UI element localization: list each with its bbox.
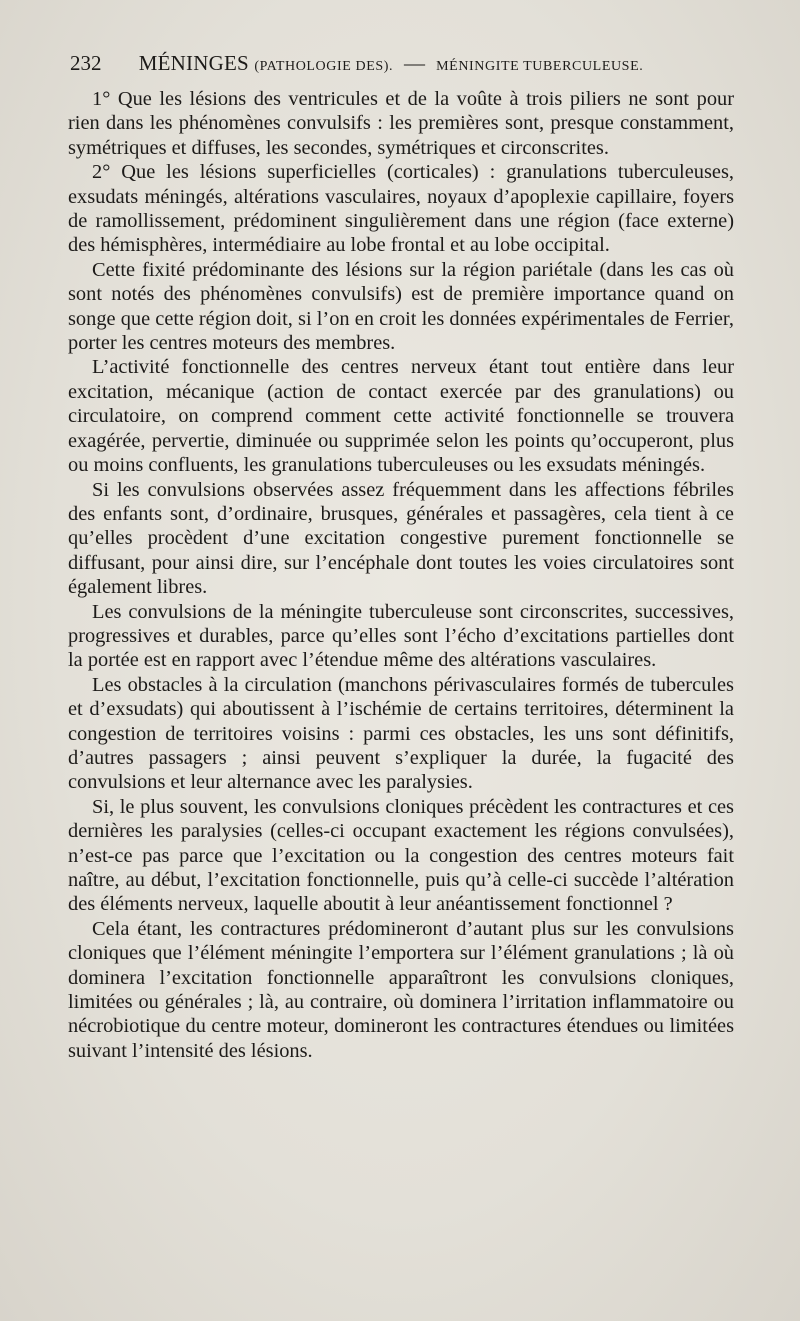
body-text <box>68 87 734 1063</box>
running-title-main: MÉNINGES <box>138 51 249 75</box>
paragraph: 1° Que les lésions des ventricules et de la voûte à trois piliers ne sont pour rien dans les phénomènes convulsifs : les premières sont, presque constamment, symétriques et diffuses, les secondes, symétriques et circonscrites. <box>68 88 734 159</box>
paragraph: 2° Que les lésions superficielles (corticales) : granulations tuberculeuses, exsudats méningés, altérations vasculaires, noyaux d’apoplexie capillaire, foyers de ramollissement, prédominent singulièrement dans une région (face externe) des hémisphères, intermédiaire au lobe frontal et au lobe occipital. <box>68 161 734 257</box>
running-title <box>139 50 644 80</box>
running-title-paren: (PATHOLOGIE DES). <box>254 59 394 74</box>
paragraph: Les convulsions de la méningite tuberculeuse sont circonscrites, successives, progressives et durables, parce qu’elles sont l’écho d’excitations partielles dont la portée est en rapport avec l’étendue même des altérations vasculaires. <box>68 600 734 672</box>
page-number: 232 <box>70 51 102 75</box>
paragraph: Cette fixité prédominante des lésions sur la région pariétale (dans les cas où sont notés des phénomènes convulsifs) est de première importance quand on songe que cette région doit, si l’on en croit les données expérimentales de Ferrier, porter les centres moteurs des membres. <box>68 258 734 355</box>
paragraph: L’activité fonctionnelle des centres nerveux étant tout entière dans leur excitation, mécanique (action de contact exercée par des granulations) ou circulatoire, on comprend comment cette activité fonctionnelle se trouvera exagérée, pervertie, diminuée ou supprimée selon les points qu’occuperont, plus ou moins confluents, les granulations tuberculeuses ou les exsudats méningés. <box>68 356 734 477</box>
running-header <box>70 50 740 80</box>
running-title-sub: MÉNINGITE TUBERCULEUSE. <box>436 59 644 74</box>
paragraph: Si, le plus souvent, les convulsions cloniques précèdent les contractures et ces dernières les paralysies (celles-ci occupant exactement les régions convulsées), n’est-ce pas parce que l’excitation ou la congestion des centres moteurs fait naître, au début, l’excitation fonctionnelle, puis qu’à celle-ci succède l’altération des éléments nerveux, laquelle aboutit à leur anéantissement fonctionnel ? <box>68 795 734 916</box>
paragraph: Cela étant, les contractures prédomineront d’autant plus sur les convulsions cloniques que l’élément méningite l’emportera sur l’élément granulations ; là où dominera l’excitation fonctionnelle apparaîtront les convulsions cloniques, limitées ou générales ; là, au contraire, où dominera l’irritation inflammatoire ou nécrobiotique du centre moteur, domineront les contractures étendues ou limitées suivant l’intensité des lésions. <box>68 917 734 1062</box>
paragraph: Si les convulsions observées assez fréquemment dans les affections fébriles des enfants sont, d’ordinaire, brusques, générales et passagères, cela tient à ce qu’elles procèdent d’une excitation congestive purement fonctionnelle se diffusant, pour ainsi dire, sur l’encéphale dont toutes les voies circulatoires sont également libres. <box>68 478 734 599</box>
running-title-dash: — <box>404 51 426 75</box>
paragraph: Les obstacles à la circulation (manchons périvasculaires formés de tubercules et d’exsudats) qui aboutissent à l’ischémie de certains territoires, déterminent la congestion de territoires voisins : parmi ces obstacles, les uns sont définitifs, d’autres passagers ; ainsi peuvent s’expliquer la durée, la fugacité des convulsions et leur alternance avec les paralysies. <box>68 673 734 794</box>
